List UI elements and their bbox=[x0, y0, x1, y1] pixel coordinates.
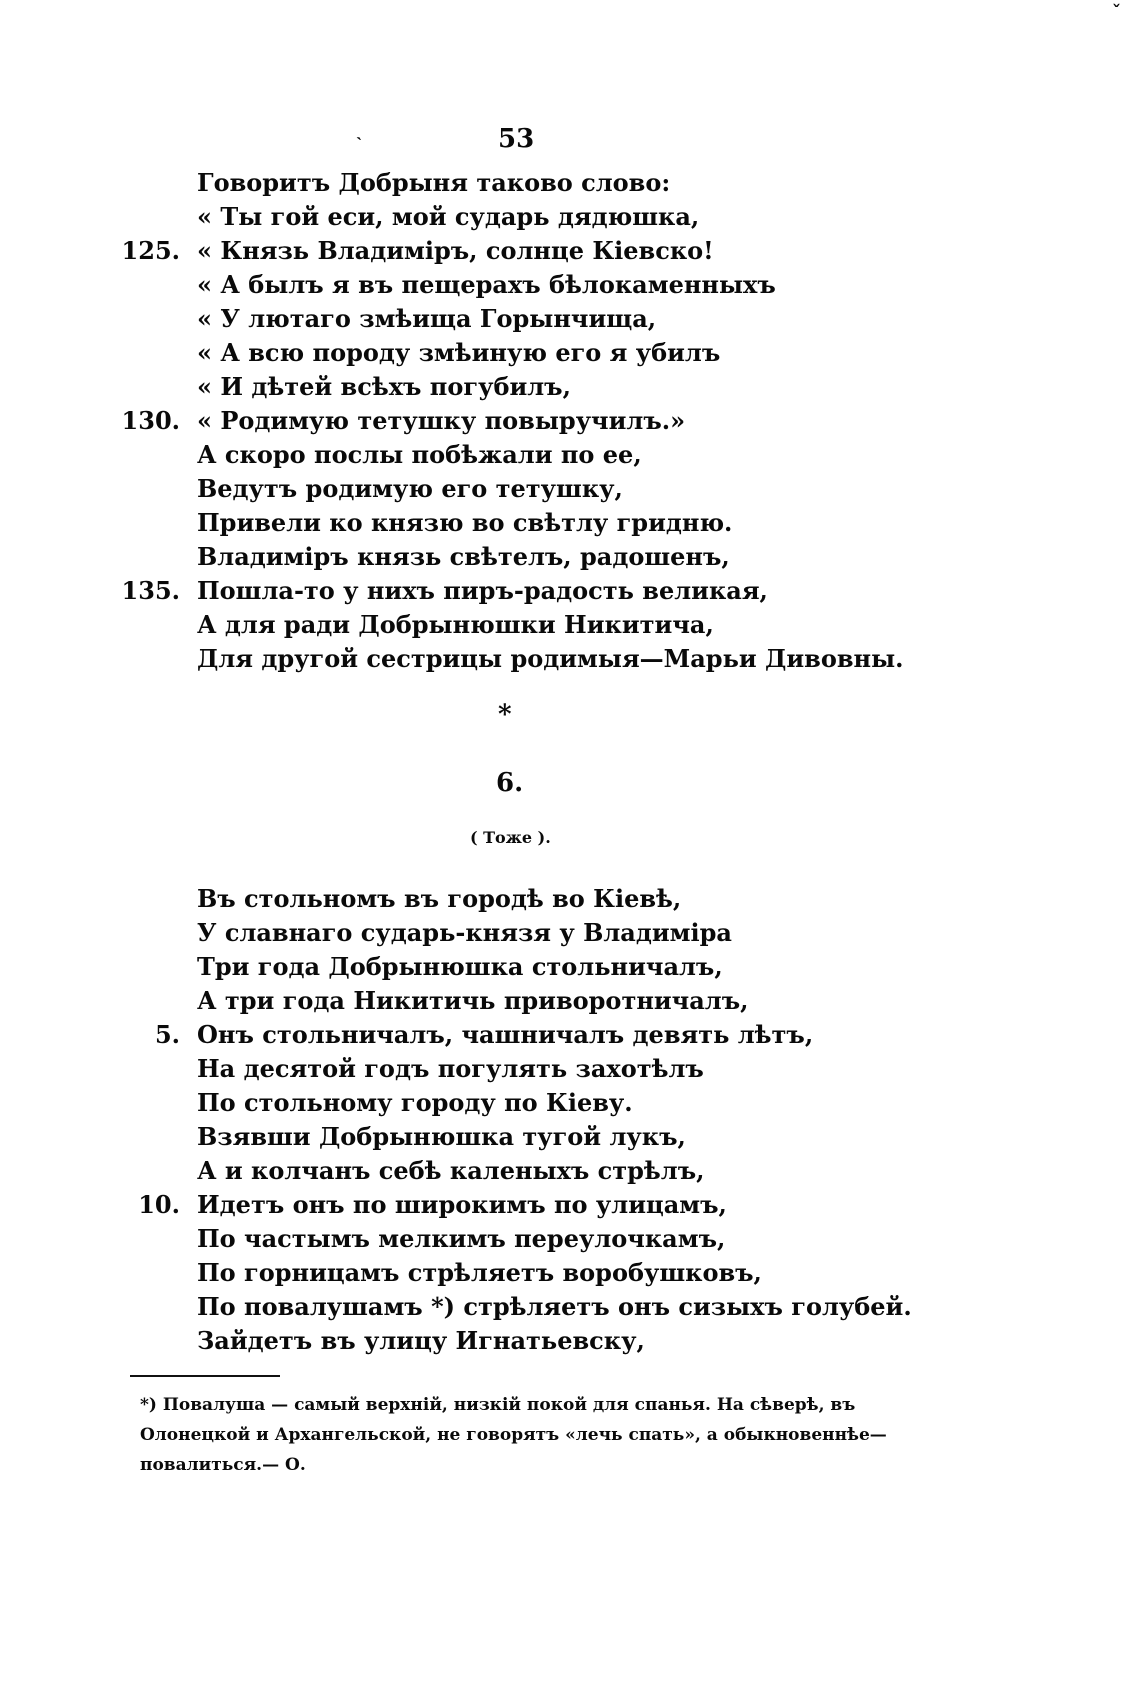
verse-text: А три года Никитичь приворотничалъ, bbox=[197, 986, 749, 1015]
verse-number: 130. bbox=[121, 406, 180, 435]
verse-text: По горницамъ стрѣляетъ воробушковъ, bbox=[197, 1258, 762, 1287]
verse-line bbox=[0, 303, 1140, 335]
verse-text: Взявши Добрынюшка тугой лукъ, bbox=[197, 1122, 686, 1151]
verse-text: По повалушамъ *) стрѣляетъ онъ сизыхъ голубей. bbox=[197, 1292, 912, 1321]
verse-text: Три года Добрынюшка стольничалъ, bbox=[197, 952, 723, 981]
verse-line bbox=[0, 1053, 1140, 1085]
verse-line bbox=[0, 575, 1140, 607]
verse-line bbox=[0, 167, 1140, 199]
verse-line bbox=[0, 439, 1140, 471]
verse-text: По частымъ мелкимъ переулочкамъ, bbox=[197, 1224, 726, 1253]
verse-line bbox=[0, 917, 1140, 949]
verse-text: Владиміръ князь свѣтелъ, радошенъ, bbox=[197, 542, 730, 571]
verse-line bbox=[0, 371, 1140, 403]
verse-text: Идетъ онъ по широкимъ по улицамъ, bbox=[197, 1190, 727, 1219]
verse-text: « А всю породу змѣиную его я убилъ bbox=[197, 338, 721, 367]
verse-line bbox=[0, 473, 1140, 505]
verse-line bbox=[0, 1325, 1140, 1357]
verse-number: 125. bbox=[121, 236, 180, 265]
page-number: 53 bbox=[498, 124, 535, 154]
verse-text: Онъ стольничалъ, чашничалъ девять лѣтъ, bbox=[197, 1020, 814, 1049]
verse-line bbox=[0, 1291, 1140, 1323]
verse-text: А скоро послы побѣжали по ее, bbox=[197, 440, 642, 469]
verse-text: Зайдетъ въ улицу Игнатьевску, bbox=[197, 1326, 645, 1355]
verse-line bbox=[0, 643, 1140, 675]
verse-line bbox=[0, 1121, 1140, 1153]
verse-line bbox=[0, 883, 1140, 915]
verse-line bbox=[0, 1019, 1140, 1051]
verse-text: « И дѣтей всѣхъ погубилъ, bbox=[197, 372, 571, 401]
verse-line bbox=[0, 1257, 1140, 1289]
verse-text: « Родимую тетушку повыручилъ.» bbox=[197, 406, 686, 435]
section-separator: * bbox=[498, 700, 512, 730]
verse-line bbox=[0, 201, 1140, 233]
verse-line bbox=[0, 1189, 1140, 1221]
speck-mark: ˇ bbox=[1112, 2, 1121, 23]
verse-number: 135. bbox=[121, 576, 180, 605]
verse-text: У славнаго сударь-князя у Владиміра bbox=[197, 918, 732, 947]
verse-line bbox=[0, 1223, 1140, 1255]
verse-line bbox=[0, 541, 1140, 573]
verse-number: 5. bbox=[154, 1020, 180, 1049]
verse-line bbox=[0, 235, 1140, 267]
verse-line bbox=[0, 269, 1140, 301]
verse-text: Для другой сестрицы родимыя—Марьи Дивовны. bbox=[197, 644, 904, 673]
verse-text: « У лютаго змѣища Горынчища, bbox=[197, 304, 657, 333]
verse-number: 10. bbox=[138, 1190, 180, 1219]
footnote-divider bbox=[130, 1375, 280, 1377]
verse-line bbox=[0, 337, 1140, 369]
verse-text: « А былъ я въ пещерахъ бѣлокаменныхъ bbox=[197, 270, 776, 299]
verse-text: Ведутъ родимую его тетушку, bbox=[197, 474, 623, 503]
section-subtitle: ( Тоже ). bbox=[470, 828, 551, 847]
verse-line bbox=[0, 405, 1140, 437]
verse-text: На десятой годъ погулять захотѣлъ bbox=[197, 1054, 704, 1083]
verse-line bbox=[0, 1087, 1140, 1119]
verse-line bbox=[0, 609, 1140, 641]
verse-text: « Ты гой еси, мой сударь дядюшка, bbox=[197, 202, 700, 231]
footnote-line: Олонецкой и Архангельской, не говорятъ «лечь спать», а обыкновеннѣе— bbox=[140, 1425, 887, 1445]
footnote-line: повалиться.— О. bbox=[140, 1455, 306, 1475]
verse-text: Пошла-то у нихъ пиръ-радость великая, bbox=[197, 576, 768, 605]
verse-text: Въ стольномъ въ городѣ во Кіевѣ, bbox=[197, 884, 682, 913]
verse-text: А для ради Добрынюшки Никитича, bbox=[197, 610, 714, 639]
verse-line bbox=[0, 1155, 1140, 1187]
verse-line bbox=[0, 951, 1140, 983]
footnote-line: *) Повалуша — самый верхній, низкій покой для спанья. На сѣверѣ, въ bbox=[140, 1395, 856, 1415]
verse-text: По стольному городу по Кіеву. bbox=[197, 1088, 633, 1117]
verse-line bbox=[0, 985, 1140, 1017]
speck-mark: ˎ bbox=[356, 120, 362, 141]
verse-text: Привели ко князю во свѣтлу гридню. bbox=[197, 508, 733, 537]
verse-line bbox=[0, 507, 1140, 539]
section-number: 6. bbox=[496, 768, 524, 798]
verse-text: А и колчанъ себѣ каленыхъ стрѣлъ, bbox=[197, 1156, 705, 1185]
verse-text: Говоритъ Добрыня таково слово: bbox=[197, 168, 671, 197]
verse-text: « Князь Владиміръ, солнце Кіевско! bbox=[197, 236, 714, 265]
